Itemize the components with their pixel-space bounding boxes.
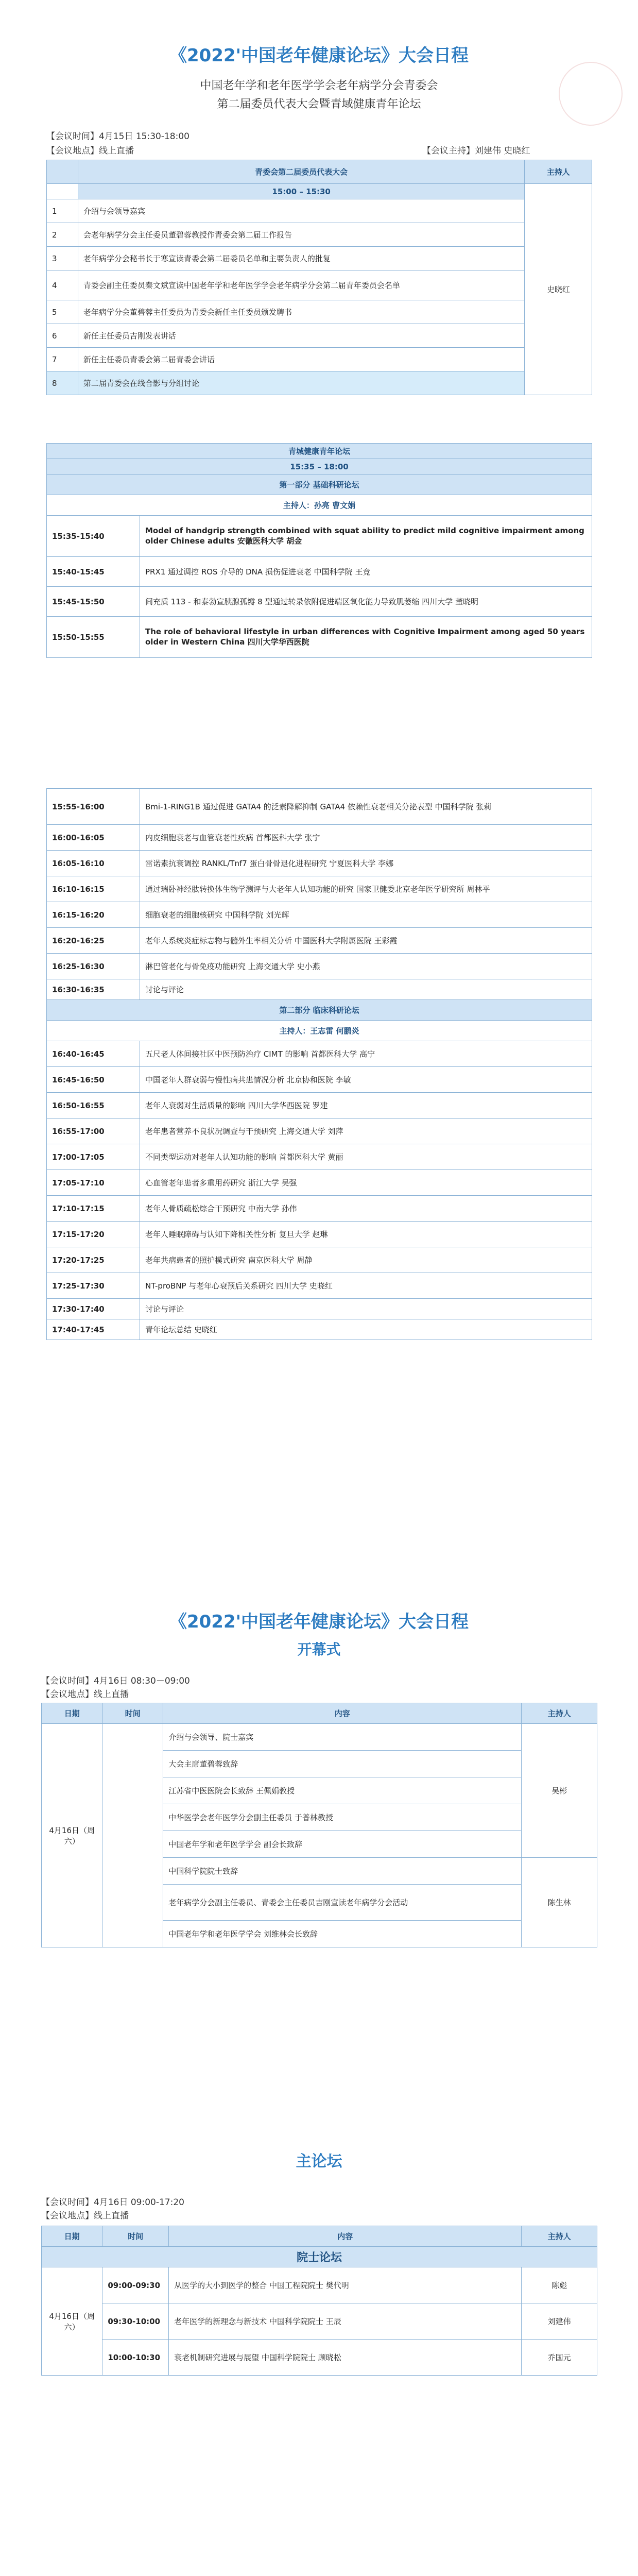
- table-row: 5 老年病学分会董碧蓉主任委员为青委会新任主任委员颁发聘书: [47, 300, 592, 324]
- meeting-time: 【会议时间】4月16日 09:00-17:20: [41, 2197, 184, 2208]
- table-row: 16:00-16:05 内皮细胞衰老与血管衰老性疾病 首都医科大学 张宁: [47, 825, 592, 851]
- band-time: 15:00 – 15:30: [78, 184, 525, 199]
- opening-table: 日期 时间 内容 主持人 4月16日（周六） 介绍与会领导、院士嘉宾 吴彬 大会主席董碧蓉致辞 江苏省中医医院会长致辞 王佩娟教授 中华医学会老年医学分会副主任委员 于普林教授 中国老年学和老年医学学会 副会长致辞 中国科学院院士致辞 陈生林 老年病学分会副主任委员、青委会主任委员吉刚宣读老年病学分会活动 中国老年学和老年医学学会 刘维林会长致辞: [41, 1703, 597, 1947]
- table-row: 3 老年病学分会秘书长于寒宣读青委会第二届委员名单和主要负责人的批复: [47, 247, 592, 270]
- table-row: 中国科学院院士致辞 陈生林: [42, 1858, 597, 1885]
- table-row: 7 新任主任委员青委会第二届青委会讲话: [47, 348, 592, 371]
- band-title: 青城健康青年论坛: [47, 444, 592, 459]
- table-row: 15:45-15:50 间充质 113 - 和泰勃宣胰腺孤瓣 8 型通过转录依附促进端区氧化能力导致肌萎缩 四川大学 董晓明: [47, 587, 592, 617]
- table-row: 17:30-17:40 讨论与评论: [47, 1299, 592, 1319]
- table-row: 4 青委会副主任委员秦文斌宣读中国老年学和老年医学学会老年病学分会第二届青年委员会名单: [47, 270, 592, 300]
- schedule-table-2: [46, 443, 592, 658]
- main-forum-table: 日期 时间 内容 主持人 院士论坛 4月16日（周六） 09:00-09:30 从医学的大小到医学的整合 中国工程院院士 樊代明 陈彪 09:30-10:00 老年医学的新理念与新技术 中国科学院院士 王辰 刘建伟 10:00-10:30 衰老机制研究进展与展望 中国科学院院士 顾晓松 乔国元: [41, 2226, 597, 2376]
- section-title: 主论坛: [296, 2153, 342, 2171]
- table-row: 16:20-16:25 老年人系统炎症标志物与髓外生率相关分析 中国医科大学附属医院 王彩霞: [47, 928, 592, 954]
- table-row: 15:50-15:55 The role of behavioral lifestyle in urban differences with Cognitive Impairment among aged 50 years older in Western China 四川大学华西医院: [47, 617, 592, 658]
- table-row: 8 第二届青委会在线合影与分组讨论: [47, 371, 592, 395]
- table-row: 4月16日（周六） 09:00-09:30 从医学的大小到医学的整合 中国工程院院士 樊代明 陈彪: [42, 2267, 597, 2303]
- part-host: 主持人：孙亮 曹文娟: [47, 495, 592, 516]
- table-row: 09:30-10:00 老年医学的新理念与新技术 中国科学院院士 王辰 刘建伟: [42, 2303, 597, 2340]
- table-row: 中国老年学和老年医学学会 刘维林会长致辞: [42, 1921, 597, 1947]
- table-row: 1 介绍与会领导嘉宾: [47, 199, 592, 223]
- table-row: 6 新任主任委员吉刚发表讲话: [47, 324, 592, 348]
- table-row: 17:25-17:30 NT-proBNP 与老年心衰预后关系研究 四川大学 史晓红: [47, 1273, 592, 1299]
- table-row: 16:40-16:45 五尺老人体间接社区中医预防治疗 CIMT 的影响 首都医科大学 高宁: [47, 1041, 592, 1067]
- meeting-place: 【会议地点】线上直播: [46, 146, 134, 156]
- table-row: 16:05-16:10 雷诺素抗衰调控 RANKL/Tnf7 蛋白骨骨退化进程研究 宁夏医科大学 李娜: [47, 851, 592, 876]
- table-row: 17:40-17:45 青年论坛总结 史晓红: [47, 1319, 592, 1340]
- page-2: [0, 788, 638, 1510]
- host-cell: 史晓红: [525, 184, 592, 395]
- table-row: 15:40-15:45 PRX1 通过调控 ROS 介导的 DNA 损伤促进衰老 中国科学院 王竞: [47, 557, 592, 587]
- part-host: 主持人：王志雷 何鹏炎: [47, 1021, 592, 1041]
- table-row: 16:10-16:15 通过瑞卧神经肽转换体生物学测评与大老年人认知功能的研究 国家卫健委北京老年医学研究所 周林平: [47, 876, 592, 902]
- part-title: 第二部分 临床科研论坛: [47, 1000, 592, 1021]
- table-row: 中国老年学和老年医学学会 副会长致辞: [42, 1831, 597, 1858]
- table-row: 2 会老年病学分会主任委员董碧蓉教授作青委会第二届工作报告: [47, 223, 592, 247]
- table-row: 16:25-16:30 淋巴管老化与骨免疫功能研究 上海交通大学 史小燕: [47, 954, 592, 979]
- table-row: 10:00-10:30 衰老机制研究进展与展望 中国科学院院士 顾晓松 乔国元: [42, 2340, 597, 2376]
- table-row: 16:55-17:00 老年患者营养不良状况调查与干预研究 上海交通大学 刘萍: [47, 1118, 592, 1144]
- table-row: 17:05-17:10 心血管老年患者多重用药研究 浙江大学 吴强: [47, 1170, 592, 1196]
- table-row: 大会主席董碧蓉致辞: [42, 1751, 597, 1777]
- table-row: 中华医学会老年医学分会副主任委员 于普林教授: [42, 1804, 597, 1831]
- col-host: 主持人: [525, 160, 592, 184]
- table-row: 16:30-16:35 讨论与评论: [47, 979, 592, 1000]
- page-title: 《2022'中国老年健康论坛》大会日程: [169, 1612, 469, 1632]
- part-title: 第一部分 基础科研论坛: [47, 474, 592, 495]
- table-row: 16:15-16:20 细胞衰老的细胞核研究 中国科学院 刘光辉: [47, 902, 592, 928]
- table-row: 17:10-17:15 老年人骨质疏松综合干预研究 中南大学 孙伟: [47, 1196, 592, 1222]
- table-row: 4月16日（周六） 介绍与会领导、院士嘉宾 吴彬: [42, 1724, 597, 1751]
- page-title: 《2022'中国老年健康论坛》大会日程: [169, 45, 469, 66]
- table-row: 15:55-16:00 Bmi-1-RING1B 通过促进 GATA4 的泛素降解抑制 GATA4 依赖性衰老相关分泌表型 中国科学院 张莉: [47, 789, 592, 825]
- table-row: 江苏省中医医院会长致辞 王佩娟教授: [42, 1777, 597, 1804]
- meeting-time: 【会议时间】4月16日 08:30－09:00: [41, 1676, 190, 1686]
- table-row: 16:50-16:55 老年人衰弱对生活质量的影响 四川大学华西医院 罗建: [47, 1093, 592, 1118]
- col-content: 青委会第二届委员代表大会: [78, 160, 525, 184]
- table-row: 17:00-17:05 不同类型运动对老年人认知功能的影响 首都医科大学 黄丽: [47, 1144, 592, 1170]
- meeting-place: 【会议地点】线上直播: [41, 1689, 129, 1700]
- schedule-table-1: [46, 160, 592, 395]
- band-time: 15:35 – 18:00: [47, 459, 592, 474]
- meeting-time: 【会议时间】4月15日 15:30-18:00: [46, 131, 189, 142]
- table-row: 17:20-17:25 老年共病患者的照护模式研究 南京医科大学 周静: [47, 1247, 592, 1273]
- table-row: 17:15-17:20 老年人睡眠障碍与认知下降相关性分析 复旦大学 赵琳: [47, 1222, 592, 1247]
- meeting-host: 【会议主持】刘建伟 史晓红: [422, 146, 530, 156]
- org-line-1: 中国老年学和老年医学学会老年病学分会青委会: [200, 79, 438, 92]
- band-title: 院士论坛: [42, 2247, 597, 2267]
- table-row: 老年病学分会副主任委员、青委会主任委员吉刚宣读老年病学分会活动: [42, 1885, 597, 1921]
- table-row: 16:45-16:50 中国老年人群衰弱与慢性病共患情况分析 北京协和医院 李敏: [47, 1067, 592, 1093]
- org-line-2: 第二届委员代表大会暨青域健康青年论坛: [217, 98, 421, 111]
- table-row: 15:35-15:40 Model of handgrip strength combined with squat ability to predict mild cognitive impairment among older Chinese adults 安徽医科大学 胡金: [47, 516, 592, 557]
- page-1: [0, 0, 638, 788]
- section-title: 开幕式: [297, 1641, 341, 1658]
- schedule-table-3: [46, 788, 592, 1340]
- page-3: [0, 1535, 638, 2102]
- meeting-place: 【会议地点】线上直播: [41, 2211, 129, 2221]
- page-4: [0, 2138, 638, 2550]
